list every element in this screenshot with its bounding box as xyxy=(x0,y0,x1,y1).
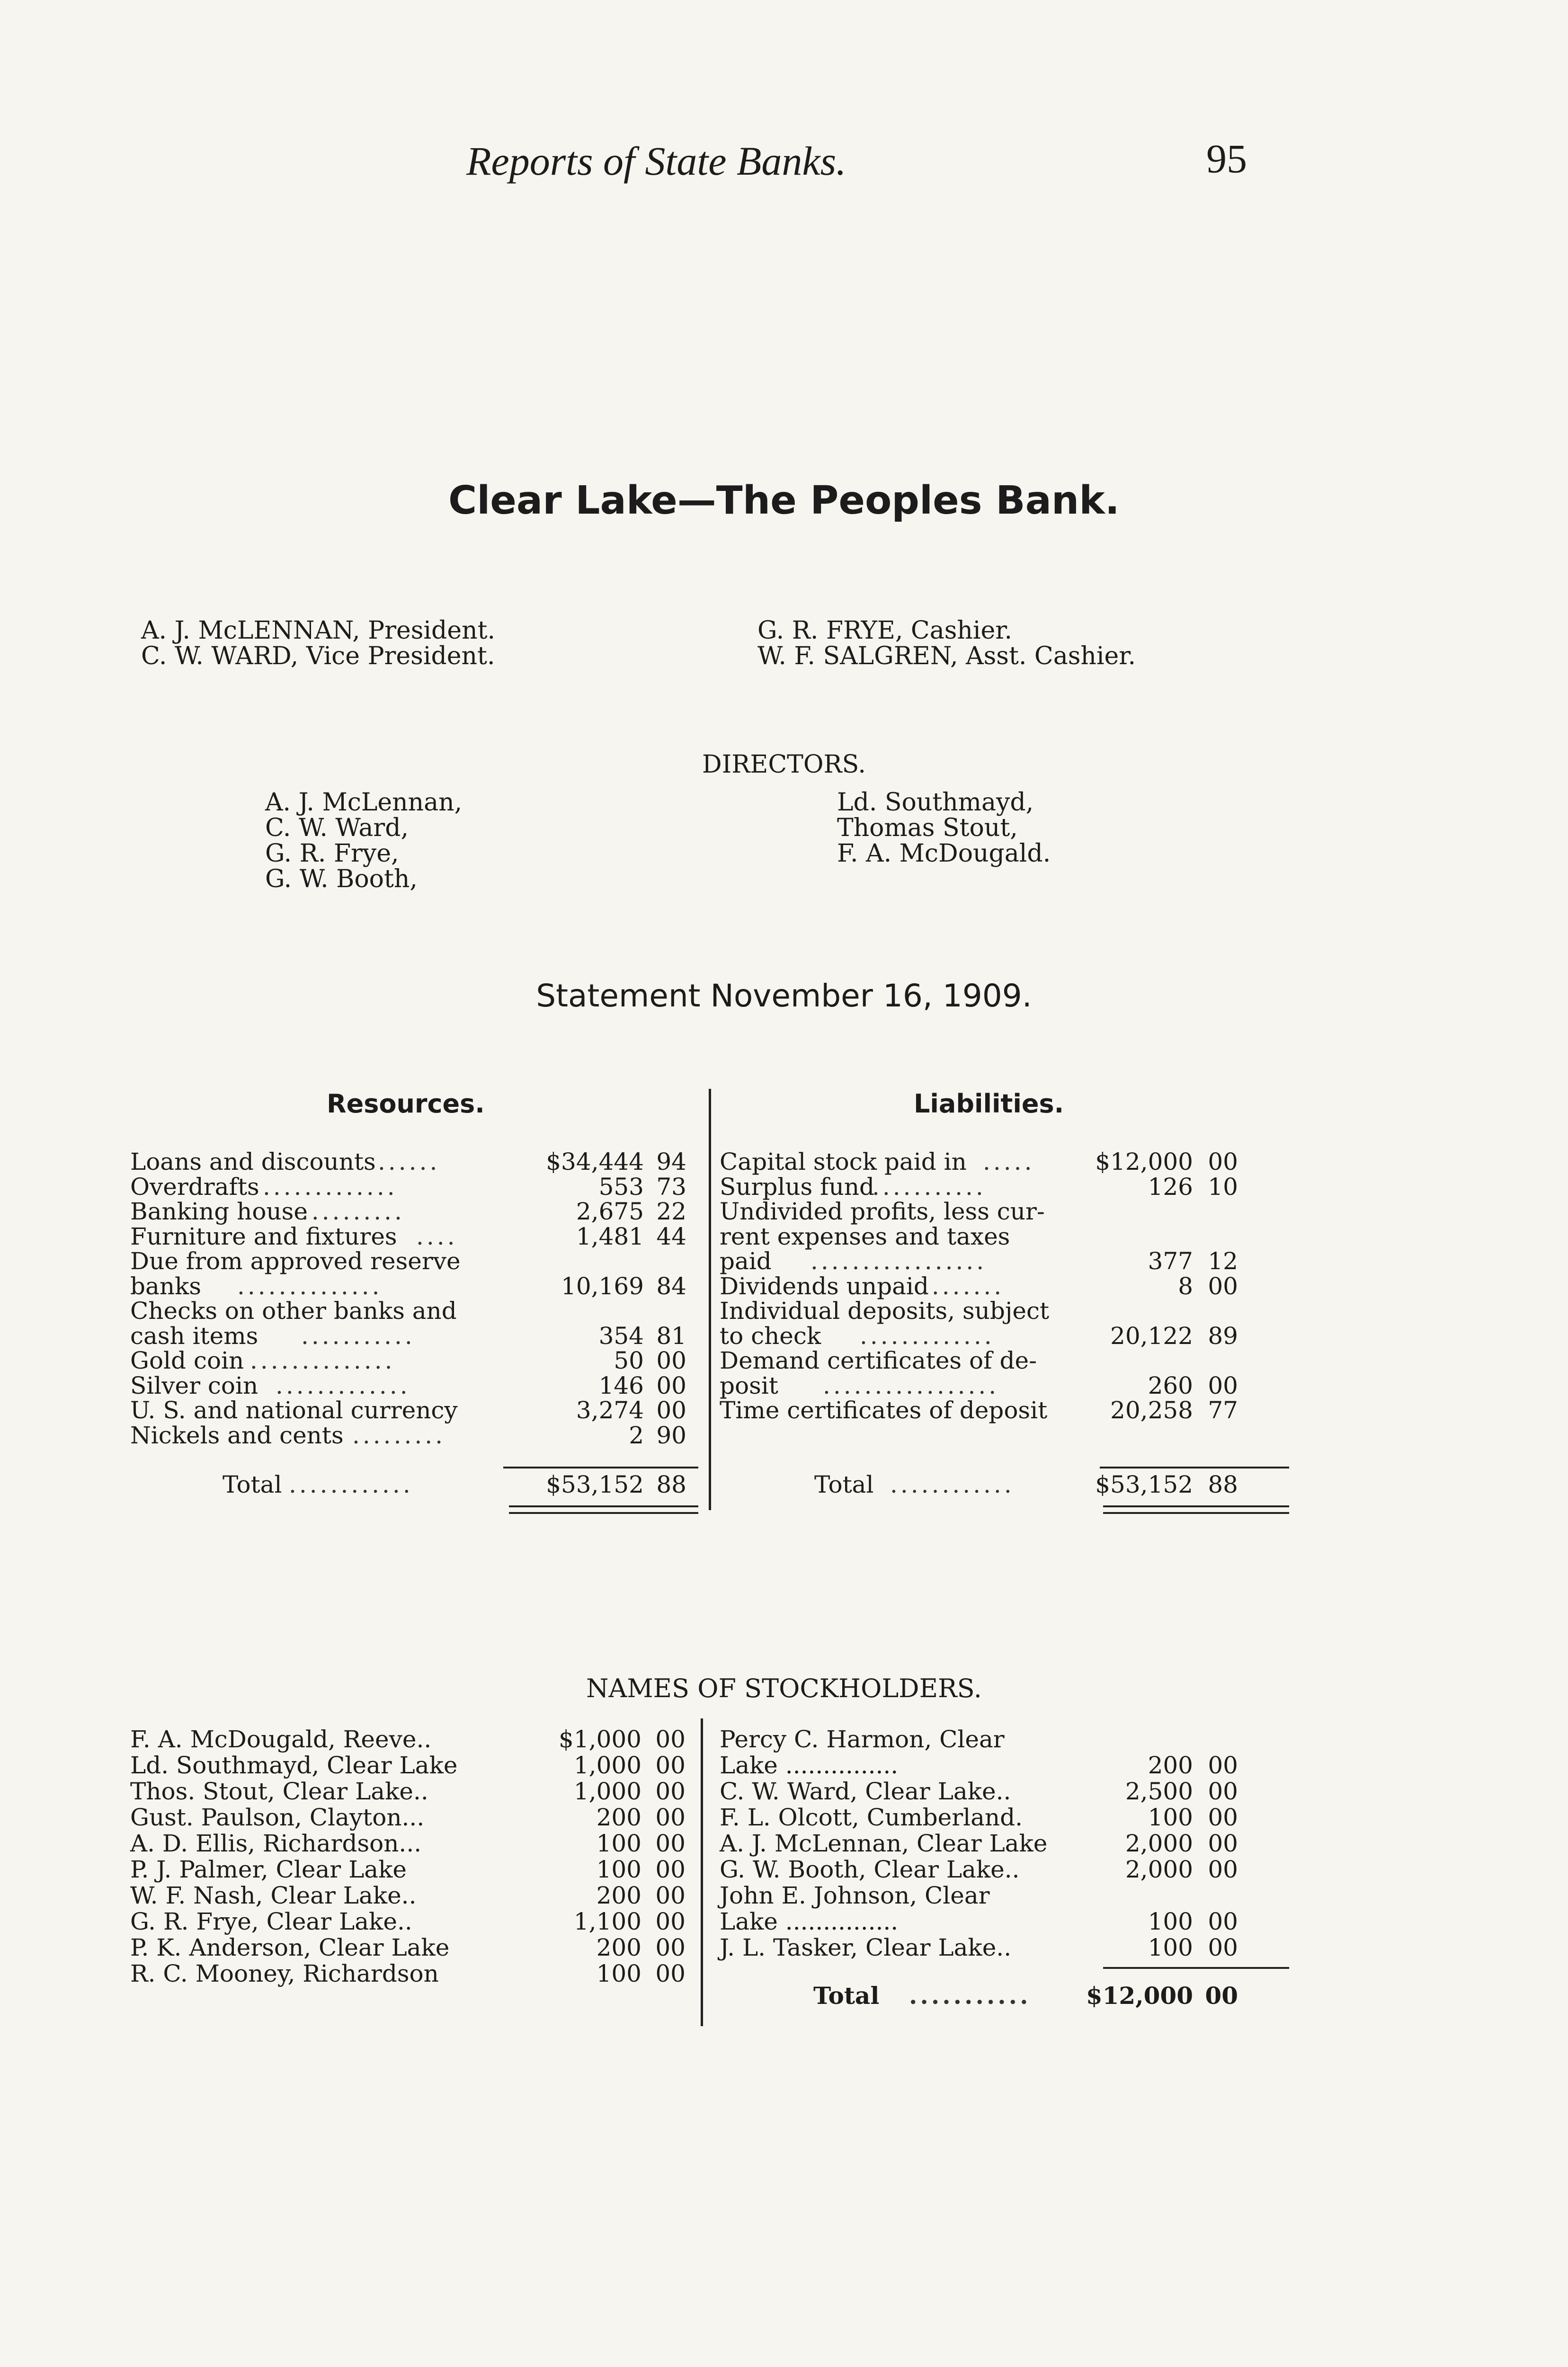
amount-cents: 00 xyxy=(655,1726,686,1753)
resources-row xyxy=(130,1274,703,1299)
stockholder-row xyxy=(720,1727,1292,1752)
row-label: Gust. Paulson, Clayton... xyxy=(130,1804,425,1831)
row-label: posit xyxy=(720,1371,778,1399)
stockholder-row xyxy=(130,1857,698,1882)
amount-cents: 00 xyxy=(1208,1908,1238,1935)
amount-cents: 89 xyxy=(1208,1322,1238,1350)
row-label: Surplus fund xyxy=(720,1173,875,1201)
amount-cents: 00 xyxy=(655,1882,686,1909)
leader-dots: ............ xyxy=(289,1472,413,1497)
row-label: Ld. Southmayd, Clear Lake xyxy=(130,1752,458,1779)
amount-dollars: 2,500 xyxy=(1125,1778,1193,1805)
amount-dollars: 1,000 xyxy=(573,1752,641,1779)
stockholder-row xyxy=(130,1961,698,1986)
amount-dollars: 146 xyxy=(598,1371,644,1399)
row-label: Undivided profits, less cur- xyxy=(720,1198,1045,1225)
resources-total-row xyxy=(223,1472,701,1497)
amount-cents: 94 xyxy=(656,1148,686,1175)
amount-cents: 00 xyxy=(655,1778,686,1805)
leader-dots: ................. xyxy=(811,1249,987,1273)
resources-row xyxy=(130,1324,703,1348)
stockholder-row xyxy=(130,1753,698,1778)
amount-cents: 00 xyxy=(655,1908,686,1935)
amount-cents: 84 xyxy=(656,1272,686,1300)
amount-cents: 90 xyxy=(656,1421,686,1449)
amount-dollars: 10,169 xyxy=(561,1272,644,1300)
leader-dots: .............. xyxy=(250,1348,395,1373)
amount-cents: 00 xyxy=(1208,1778,1238,1805)
liabilities-row xyxy=(720,1199,1292,1224)
resources-row xyxy=(130,1398,703,1423)
amount-cents: 00 xyxy=(1208,1752,1238,1779)
row-label: paid xyxy=(720,1247,772,1275)
amount-cents: 00 xyxy=(1208,1804,1238,1831)
amount-dollars: 2,000 xyxy=(1125,1830,1193,1857)
stockholder-row xyxy=(720,1935,1292,1960)
officer-asst-cashier: W. F. SALGREN, Asst. Cashier. xyxy=(757,642,1136,670)
resources-row xyxy=(130,1199,703,1224)
row-label: Dividends unpaid xyxy=(720,1272,929,1300)
resources-row xyxy=(130,1348,703,1373)
row-label: Overdrafts xyxy=(130,1173,259,1201)
amount-cents: 00 xyxy=(1208,1371,1238,1399)
amount-cents: 00 xyxy=(655,1804,686,1831)
amount-cents: 77 xyxy=(1208,1397,1238,1424)
stockholder-row xyxy=(130,1727,698,1752)
row-label: Checks on other banks and xyxy=(130,1297,457,1325)
amount-dollars: 100 xyxy=(596,1830,641,1857)
amount-dollars: 2 xyxy=(629,1421,644,1449)
amount-dollars: 553 xyxy=(598,1173,644,1201)
total-dollars: $53,152 xyxy=(1095,1471,1193,1498)
row-label: A. D. Ellis, Richardson... xyxy=(130,1830,422,1857)
stockholder-row xyxy=(130,1883,698,1908)
row-label: Silver coin xyxy=(130,1371,258,1399)
amount-dollars: 354 xyxy=(598,1322,644,1350)
amount-dollars: 8 xyxy=(1178,1272,1193,1300)
stockholder-row xyxy=(130,1935,698,1960)
amount-dollars: $34,444 xyxy=(546,1148,644,1175)
director: A. J. McLennan, xyxy=(265,788,463,817)
stockholder-row xyxy=(130,1831,698,1856)
row-label: Capital stock paid in xyxy=(720,1148,967,1175)
amount-cents: 00 xyxy=(655,1934,686,1961)
leader-dots: ........... xyxy=(301,1323,415,1348)
row-label: Loans and discounts xyxy=(130,1148,376,1175)
row-label: F. L. Olcott, Cumberland. xyxy=(720,1804,1023,1831)
amount-dollars: 200 xyxy=(596,1804,641,1831)
double-rule xyxy=(1103,1505,1289,1514)
row-label: Furniture and fixtures xyxy=(130,1222,397,1250)
total-cents: 88 xyxy=(1208,1471,1238,1498)
officer-president: A. J. McLENNAN, President. xyxy=(141,616,496,645)
amount-cents: 00 xyxy=(656,1397,686,1424)
rule xyxy=(1100,1467,1289,1468)
row-label: Thos. Stout, Clear Lake.. xyxy=(130,1778,428,1805)
row-label: Percy C. Harmon, Clear xyxy=(720,1726,1005,1753)
officer-cashier: G. R. FRYE, Cashier. xyxy=(757,616,1012,645)
statement-title: Statement November 16, 1909. xyxy=(536,978,1032,1014)
leader-dots: ........... xyxy=(872,1174,986,1199)
stockholder-row xyxy=(720,1909,1292,1934)
stockholders-heading: NAMES OF STOCKHOLDERS. xyxy=(586,1673,982,1703)
row-label: W. F. Nash, Clear Lake.. xyxy=(130,1882,417,1909)
amount-dollars: $1,000 xyxy=(559,1726,641,1753)
amount-cents: 12 xyxy=(1208,1247,1238,1275)
page-number: 95 xyxy=(1206,136,1247,181)
amount-dollars: 2,000 xyxy=(1125,1856,1193,1883)
leader-dots: ...... xyxy=(378,1149,440,1174)
row-label: P. K. Anderson, Clear Lake xyxy=(130,1934,450,1961)
stockholder-row xyxy=(720,1831,1292,1856)
amount-dollars: $12,000 xyxy=(1095,1148,1193,1175)
row-label: J. L. Tasker, Clear Lake.. xyxy=(720,1934,1012,1961)
stockholder-row xyxy=(720,1883,1292,1908)
liabilities-heading: Liabilities. xyxy=(914,1089,1064,1119)
row-label: U. S. and national currency xyxy=(130,1397,458,1424)
row-label: Nickels and cents xyxy=(130,1421,344,1449)
total-dollars: $53,152 xyxy=(546,1471,644,1498)
resources-heading: Resources. xyxy=(327,1089,485,1119)
amount-dollars: 260 xyxy=(1148,1371,1193,1399)
liabilities-row xyxy=(720,1224,1292,1249)
leader-dots: ..... xyxy=(983,1149,1035,1174)
amount-dollars: 3,274 xyxy=(576,1397,644,1424)
amount-cents: 73 xyxy=(656,1173,686,1201)
director: F. A. McDougald. xyxy=(837,839,1051,868)
liabilities-row xyxy=(720,1149,1292,1174)
director: Thomas Stout, xyxy=(837,814,1018,842)
column-divider xyxy=(701,1718,703,2026)
resources-row xyxy=(130,1149,703,1174)
leader-dots: ............. xyxy=(263,1174,398,1199)
row-label: A. J. McLennan, Clear Lake xyxy=(720,1830,1048,1857)
amount-cents: 00 xyxy=(655,1856,686,1883)
amount-cents: 00 xyxy=(1208,1148,1238,1175)
amount-dollars: 50 xyxy=(614,1347,644,1374)
amount-dollars: 1,000 xyxy=(573,1778,641,1805)
total-dollars: $12,000 xyxy=(1086,1982,1193,2010)
row-label: G. R. Frye, Clear Lake.. xyxy=(130,1908,412,1935)
amount-dollars: 2,675 xyxy=(576,1198,644,1225)
total-label: Total xyxy=(223,1471,282,1498)
amount-dollars: 100 xyxy=(596,1856,641,1883)
stockholders-total-row xyxy=(814,1984,1292,2008)
resources-row xyxy=(130,1249,703,1273)
liabilities-row xyxy=(720,1299,1292,1323)
row-label: Demand certificates of de- xyxy=(720,1347,1037,1374)
row-label: P. J. Palmer, Clear Lake xyxy=(130,1856,407,1883)
liabilities-row xyxy=(720,1324,1292,1348)
row-label: banks xyxy=(130,1272,201,1300)
amount-cents: 00 xyxy=(1208,1856,1238,1883)
amount-cents: 00 xyxy=(655,1752,686,1779)
row-label: G. W. Booth, Clear Lake.. xyxy=(720,1856,1020,1883)
leader-dots: ............. xyxy=(276,1373,410,1398)
amount-cents: 81 xyxy=(656,1322,686,1350)
amount-dollars: 100 xyxy=(1148,1908,1193,1935)
amount-cents: 00 xyxy=(656,1371,686,1399)
amount-dollars: 100 xyxy=(1148,1934,1193,1961)
leader-dots: ............ xyxy=(890,1472,1015,1497)
resources-row xyxy=(130,1423,703,1448)
leader-dots: ........... xyxy=(909,1984,1031,2008)
liabilities-row xyxy=(720,1175,1292,1199)
row-label: Lake ............... xyxy=(720,1752,899,1779)
total-label: Total xyxy=(813,1982,880,2010)
director: Ld. Southmayd, xyxy=(837,788,1034,817)
stockholder-row xyxy=(130,1779,698,1804)
stockholder-row xyxy=(720,1753,1292,1778)
amount-dollars: 100 xyxy=(596,1960,641,1987)
row-label: cash items xyxy=(130,1322,258,1350)
amount-dollars: 100 xyxy=(1148,1804,1193,1831)
row-label: Time certificates of deposit xyxy=(720,1397,1048,1424)
row-label: to check xyxy=(720,1322,821,1350)
stockholder-row xyxy=(720,1779,1292,1804)
row-label: Banking house xyxy=(130,1198,308,1225)
director: C. W. Ward, xyxy=(265,814,409,842)
amount-cents: 00 xyxy=(1208,1272,1238,1300)
row-label: Individual deposits, subject xyxy=(720,1297,1050,1325)
column-divider xyxy=(709,1089,711,1510)
liabilities-row xyxy=(720,1249,1292,1273)
amount-dollars: 126 xyxy=(1148,1173,1193,1201)
row-label: Lake ............... xyxy=(720,1908,899,1935)
total-label: Total xyxy=(814,1471,874,1498)
amount-cents: 44 xyxy=(656,1222,686,1250)
row-label: John E. Johnson, Clear xyxy=(720,1882,990,1909)
liabilities-row xyxy=(720,1348,1292,1373)
resources-row xyxy=(130,1299,703,1323)
row-label: rent expenses and taxes xyxy=(720,1222,1010,1250)
rule xyxy=(1103,1967,1289,1969)
amount-cents: 00 xyxy=(655,1960,686,1987)
amount-dollars: 1,481 xyxy=(576,1222,644,1250)
leader-dots: ......... xyxy=(352,1423,446,1448)
row-label: Due from approved reserve xyxy=(130,1247,461,1275)
amount-cents: 22 xyxy=(656,1198,686,1225)
running-head: Reports of State Banks. xyxy=(466,138,846,184)
amount-cents: 00 xyxy=(1208,1830,1238,1857)
director: G. W. Booth, xyxy=(265,865,418,893)
stockholder-row xyxy=(720,1805,1292,1830)
amount-dollars: 377 xyxy=(1148,1247,1193,1275)
leader-dots: .............. xyxy=(237,1273,383,1299)
stockholder-row xyxy=(130,1805,698,1830)
amount-dollars: 20,122 xyxy=(1110,1322,1193,1350)
resources-row xyxy=(130,1175,703,1199)
double-rule xyxy=(509,1505,698,1514)
row-label: R. C. Mooney, Richardson xyxy=(130,1960,439,1987)
directors-heading: DIRECTORS. xyxy=(702,750,866,779)
leader-dots: ........ xyxy=(921,1273,1005,1299)
amount-cents: 00 xyxy=(656,1347,686,1374)
officer-vice-president: C. W. WARD, Vice President. xyxy=(141,642,495,670)
row-label: Gold coin xyxy=(130,1347,244,1374)
amount-cents: 00 xyxy=(655,1830,686,1857)
amount-dollars: 1,100 xyxy=(573,1908,641,1935)
amount-cents: 00 xyxy=(1208,1934,1238,1961)
leader-dots: .... xyxy=(416,1224,458,1249)
amount-cents: 10 xyxy=(1208,1173,1238,1201)
director: G. R. Frye, xyxy=(265,839,399,868)
resources-row xyxy=(130,1373,703,1398)
amount-dollars: 200 xyxy=(596,1934,641,1961)
total-cents: 88 xyxy=(656,1471,686,1498)
leader-dots: ................. xyxy=(823,1373,999,1398)
resources-row xyxy=(130,1224,703,1249)
liabilities-row xyxy=(720,1398,1292,1423)
leader-dots: .......... xyxy=(301,1199,405,1224)
liabilities-row xyxy=(720,1274,1292,1299)
amount-dollars: 20,258 xyxy=(1110,1397,1193,1424)
liabilities-total-row xyxy=(814,1472,1292,1497)
amount-dollars: 200 xyxy=(596,1882,641,1909)
bank-title: Clear Lake—The Peoples Bank. xyxy=(448,478,1120,523)
stockholder-row xyxy=(130,1909,698,1934)
rule xyxy=(503,1467,698,1468)
row-label: F. A. McDougald, Reeve.. xyxy=(130,1726,432,1753)
liabilities-row xyxy=(720,1373,1292,1398)
amount-dollars: 200 xyxy=(1148,1752,1193,1779)
stockholder-row xyxy=(720,1857,1292,1882)
leader-dots: ............. xyxy=(860,1323,995,1348)
total-cents: 00 xyxy=(1205,1982,1238,2010)
row-label: C. W. Ward, Clear Lake.. xyxy=(720,1778,1011,1805)
